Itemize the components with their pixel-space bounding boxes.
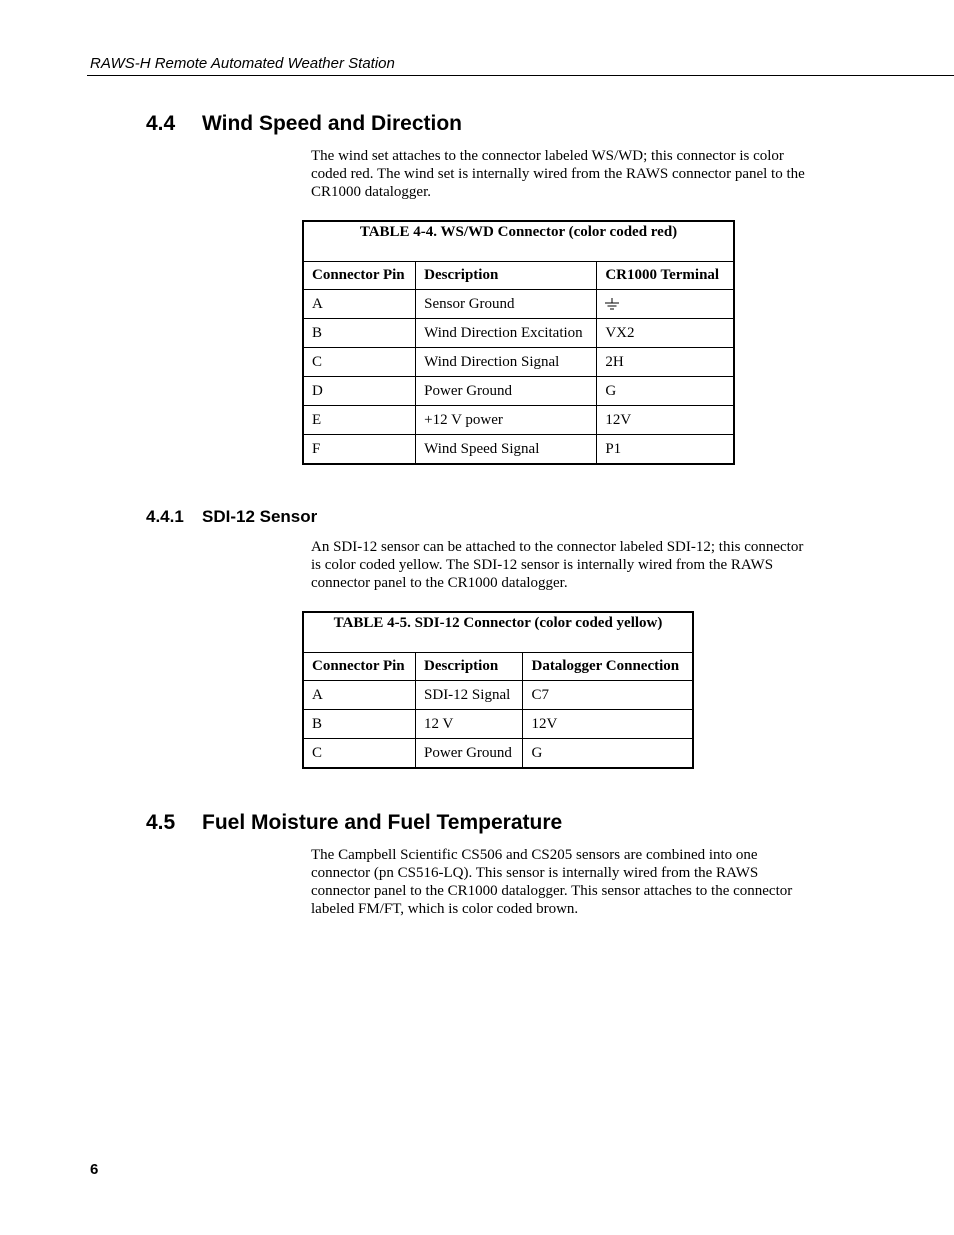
connection-cell: C7 — [523, 681, 693, 710]
subsection-title: SDI-12 Sensor — [202, 507, 318, 526]
pin-cell: F — [303, 435, 416, 465]
connection-cell: 12V — [523, 710, 693, 739]
description-cell: Power Ground — [416, 739, 523, 769]
description-cell: Wind Direction Signal — [416, 348, 597, 377]
ground-symbol-icon — [605, 298, 619, 310]
section-title: Wind Speed and Direction — [202, 112, 462, 135]
connection-cell: G — [523, 739, 693, 769]
table-row — [303, 406, 734, 435]
subsection-heading-4-4-1 — [146, 507, 317, 527]
page-number: 6 — [90, 1161, 99, 1178]
pin-cell: B — [303, 710, 416, 739]
table-4-5 — [302, 611, 694, 769]
section-4-4-paragraph: The wind set attaches to the connector labeled WS/WD; this connector is color coded red. The wind set is internally wired from the RAWS connector panel to the CR1000 datalogger. — [311, 148, 805, 200]
description-cell: 12 V — [416, 710, 523, 739]
column-header: CR1000 Terminal — [597, 262, 734, 290]
table-4-4 — [302, 220, 735, 465]
section-number: 4.5 — [146, 811, 176, 834]
table-caption: TABLE 4-5. SDI-12 Connector (color coded yellow) — [303, 612, 693, 653]
table-caption: TABLE 4-4. WS/WD Connector (color coded red) — [303, 221, 734, 262]
table-row — [303, 377, 734, 406]
description-cell: Power Ground — [416, 377, 597, 406]
column-header: Description — [416, 653, 523, 681]
subsection-number: 4.4.1 — [146, 507, 184, 526]
terminal-cell: VX2 — [597, 319, 734, 348]
terminal-cell: 12V — [597, 406, 734, 435]
pin-cell: B — [303, 319, 416, 348]
section-title: Fuel Moisture and Fuel Temperature — [202, 811, 563, 834]
pin-cell: E — [303, 406, 416, 435]
description-cell: Wind Speed Signal — [416, 435, 597, 465]
running-header: RAWS-H Remote Automated Weather Station — [90, 55, 395, 72]
table-row — [303, 290, 734, 319]
pin-cell: C — [303, 739, 416, 769]
pin-cell: D — [303, 377, 416, 406]
section-4-4-1-paragraph: An SDI-12 sensor can be attached to the connector labeled SDI-12; this connector is color coded yellow. The SDI-12 sensor is internally wired from the RAWS connector panel to the CR1000 datalogger. — [311, 539, 804, 591]
table-row — [303, 681, 693, 710]
table-row — [303, 739, 693, 769]
pin-cell: A — [303, 290, 416, 319]
section-number: 4.4 — [146, 112, 176, 135]
table-row — [303, 319, 734, 348]
table-row — [303, 710, 693, 739]
column-header: Connector Pin — [303, 653, 416, 681]
terminal-cell: G — [597, 377, 734, 406]
terminal-cell: P1 — [597, 435, 734, 465]
description-cell: +12 V power — [416, 406, 597, 435]
description-cell: SDI-12 Signal — [416, 681, 523, 710]
description-cell: Sensor Ground — [416, 290, 597, 319]
section-4-5-paragraph: The Campbell Scientific CS506 and CS205 sensors are combined into one connector (pn CS516-LQ). This sensor is internally wired from the RAWS connector panel to the CR1000 datalogger. This sensor attaches to the connector labeled FM/FT, which is color coded brown. — [311, 847, 793, 917]
section-heading-4-4 — [146, 112, 462, 136]
column-header: Datalogger Connection — [523, 653, 693, 681]
pin-cell: A — [303, 681, 416, 710]
description-cell: Wind Direction Excitation — [416, 319, 597, 348]
table-row — [303, 435, 734, 465]
column-header: Connector Pin — [303, 262, 416, 290]
terminal-cell: 2H — [597, 348, 734, 377]
column-header: Description — [416, 262, 597, 290]
terminal-cell — [597, 290, 734, 319]
section-heading-4-5 — [146, 811, 562, 835]
table-row — [303, 348, 734, 377]
pin-cell: C — [303, 348, 416, 377]
header-rule — [87, 75, 954, 76]
